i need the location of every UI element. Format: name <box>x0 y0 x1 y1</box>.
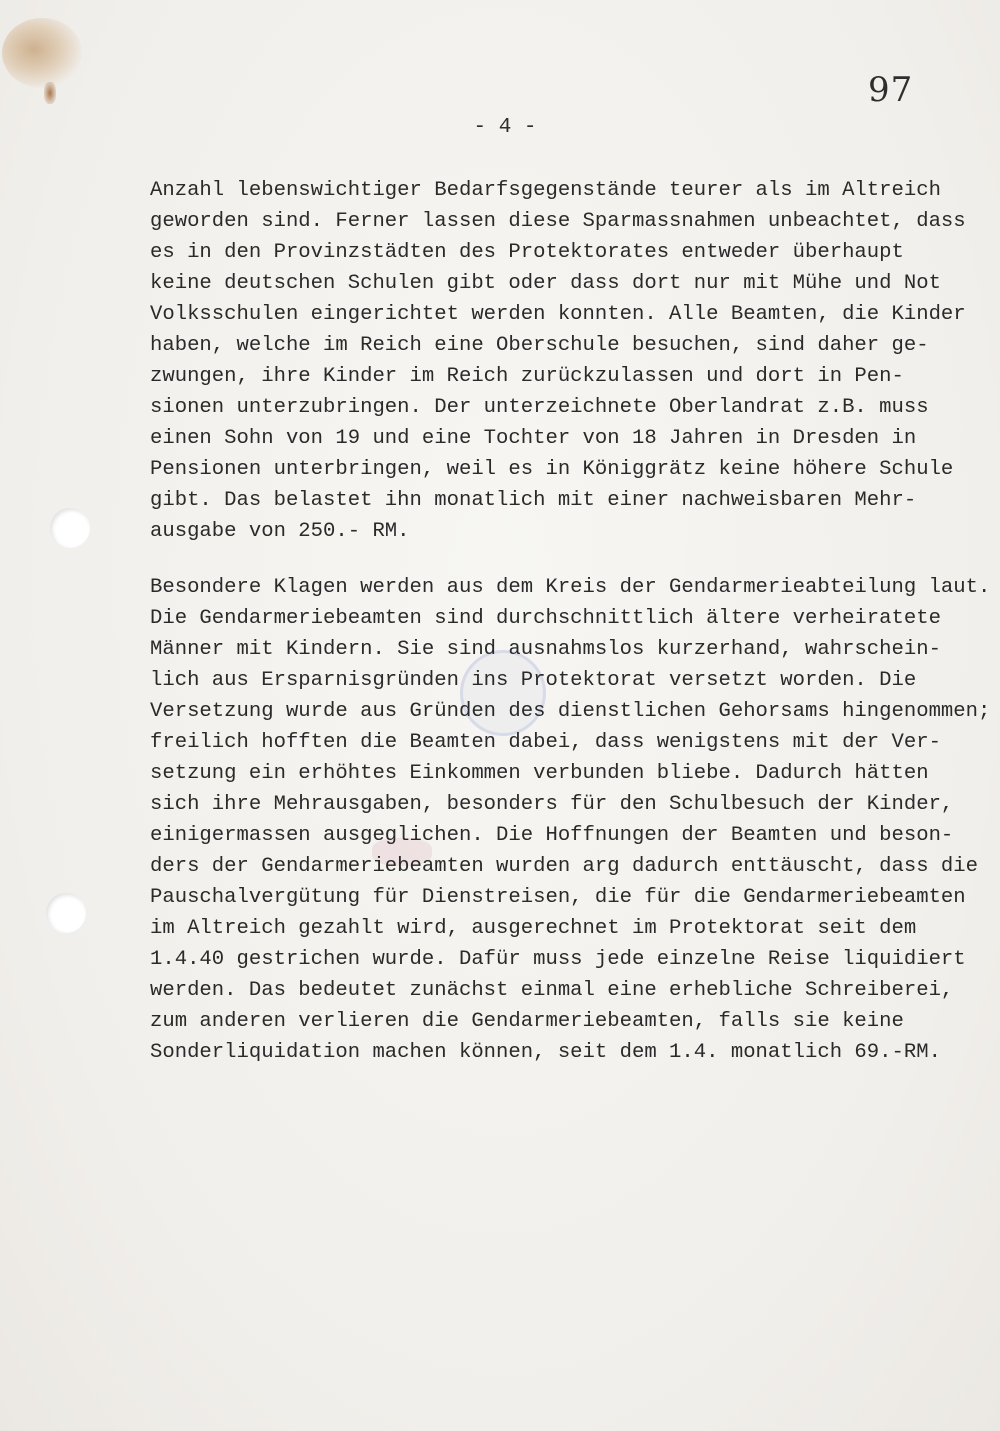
text-line: 1.4.40 gestrichen wurde. Dafür muss jede einzelne Reise liquidiert <box>150 948 966 971</box>
page-number: - 4 - <box>473 116 537 139</box>
text-line: keine deutschen Schulen gibt oder dass dort nur mit Mühe und Not <box>150 272 941 295</box>
text-line: lich aus Ersparnisgründen ins Protektorat versetzt worden. Die <box>150 669 917 692</box>
text-line: Die Gendarmeriebeamten sind durchschnittlich ältere verheiratete <box>150 607 941 630</box>
text-line: zum anderen verlieren die Gendarmeriebeamten, falls sie keine <box>150 1010 904 1033</box>
staple-rust-mark <box>44 82 56 104</box>
text-line: Pensionen unterbringen, weil es in Königgrätz keine höhere Schule <box>150 458 954 481</box>
text-line: ders der Gendarmeriebeamten wurden arg dadurch enttäuscht, dass die <box>150 855 979 878</box>
text-line: es in den Provinzstädten des Protektorates entweder überhaupt <box>150 241 904 264</box>
folio-number: 97 <box>868 70 914 110</box>
paragraph-2 <box>150 572 1000 1068</box>
text-line: freilich hofften die Beamten dabei, dass wenigstens mit der Ver- <box>150 731 941 754</box>
text-line: setzung ein erhöhtes Einkommen verbunden bliebe. Dadurch hätten <box>150 762 929 785</box>
text-line: Besondere Klagen werden aus dem Kreis der Gendarmerieabteilung laut. <box>150 576 991 599</box>
body-text <box>150 175 1000 1068</box>
text-line: haben, welche im Reich eine Oberschule besuchen, sind daher ge- <box>150 334 929 357</box>
text-line: gibt. Das belastet ihn monatlich mit einer nachweisbaren Mehr- <box>150 489 917 512</box>
text-line: Anzahl lebenswichtiger Bedarfsgegenstände teurer als im Altreich <box>150 179 941 202</box>
text-line: werden. Das bedeutet zunächst einmal eine erhebliche Schreiberei, <box>150 979 954 1002</box>
text-line: sich ihre Mehrausgaben, besonders für den Schulbesuch der Kinder, <box>150 793 954 816</box>
text-line: Volksschulen eingerichtet werden konnten. Alle Beamten, die Kinder <box>150 303 966 326</box>
text-line: ausgabe von 250.- RM. <box>150 520 410 543</box>
text-line: Männer mit Kindern. Sie sind ausnahmslos kurzerhand, wahrschein- <box>150 638 941 661</box>
punch-hole-top <box>50 508 90 548</box>
text-line: Versetzung wurde aus Gründen des dienstlichen Gehorsams hingenommen; <box>150 700 991 723</box>
text-line: geworden sind. Ferner lassen diese Sparmassnahmen unbeachtet, dass <box>150 210 966 233</box>
text-line: Sonderliquidation machen können, seit dem 1.4. monatlich 69.-RM. <box>150 1041 941 1064</box>
punch-hole-bottom <box>46 893 86 933</box>
rust-stain <box>2 18 82 88</box>
text-line: einigermassen ausgeglichen. Die Hoffnungen der Beamten und beson- <box>150 824 954 847</box>
text-line: Pauschalvergütung für Dienstreisen, die für die Gendarmeriebeamten <box>150 886 966 909</box>
text-line: zwungen, ihre Kinder im Reich zurückzulassen und dort in Pen- <box>150 365 904 388</box>
paragraph-1 <box>150 175 1000 547</box>
text-line: sionen unterzubringen. Der unterzeichnete Oberlandrat z.B. muss <box>150 396 929 419</box>
text-line: im Altreich gezahlt wird, ausgerechnet im Protektorat seit dem <box>150 917 917 940</box>
text-line: einen Sohn von 19 und eine Tochter von 18 Jahren in Dresden in <box>150 427 917 450</box>
